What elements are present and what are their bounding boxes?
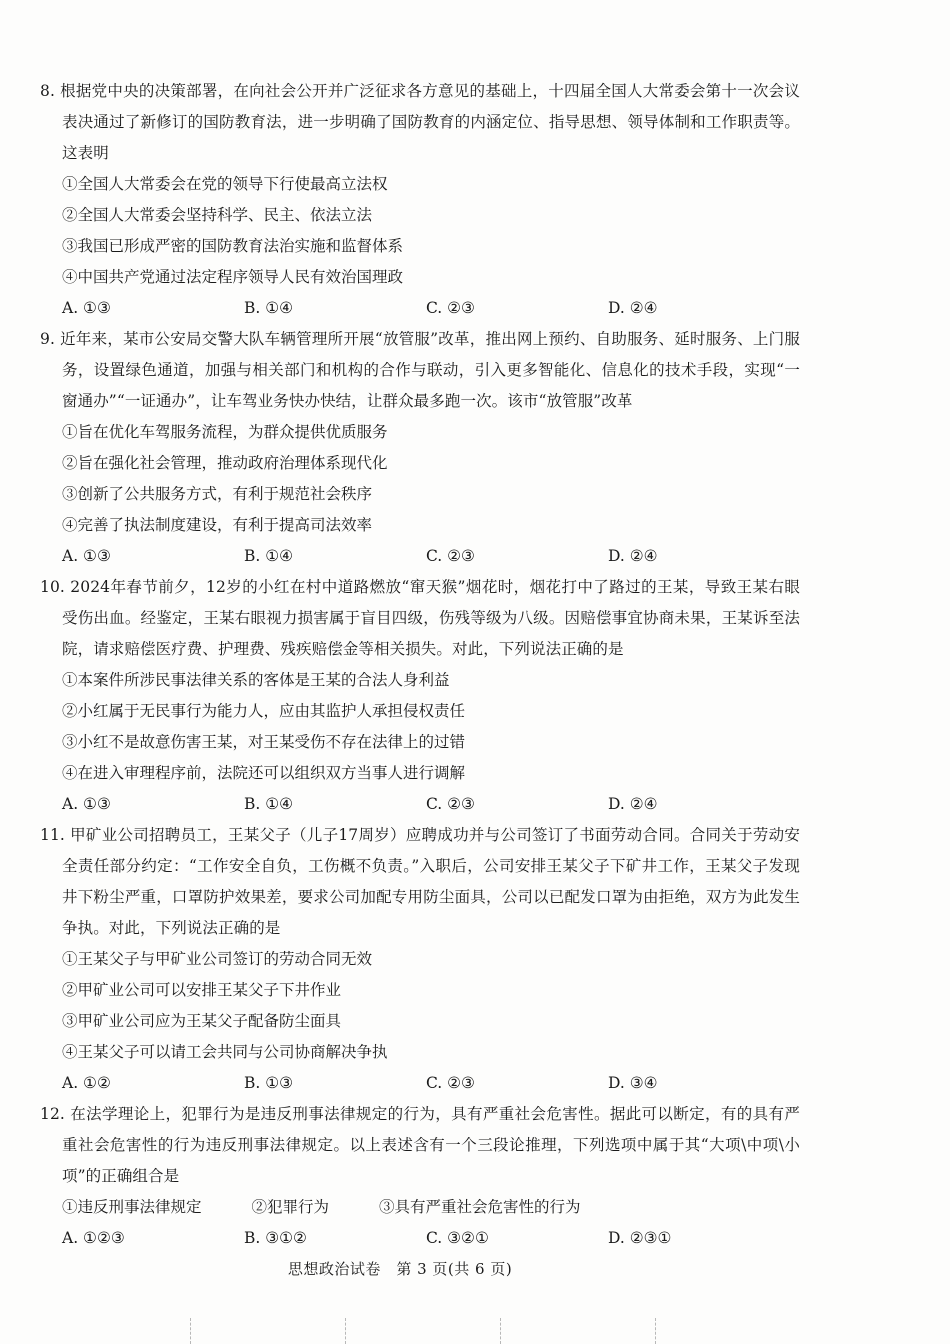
statement-item: ②犯罪行为 [251,1198,330,1216]
cut-line-mark [500,1318,503,1344]
statement-item: ④中国共产党通过法定程序领导人民有效治国理政 [62,268,404,286]
question-list [40,76,800,1254]
statement-item: ①全国人大常委会在党的领导下行使最高立法权 [62,175,388,193]
question-stem: 10. 2024年春节前夕，12岁的小红在村中道路燃放“窜天猴”烟花时，烟花打中了路过的王某，导致王某右眼受伤出血。经鉴定，王某右眼视力损害属于盲目四级，伤残等级为八级。因赔偿事宜协商未果，王某诉至法院，请求赔偿医疗费、护理费、残疾赔偿金等相关损失。对此，下列说法正确的是 [40,578,800,658]
choice-a[interactable]: A. ①②③ [62,1229,125,1247]
answer-choices [40,789,800,820]
choice-a[interactable]: A. ①③ [62,299,111,317]
statement-item: ①旨在优化车驾服务流程，为群众提供优质服务 [62,423,388,441]
statement-item: ④在进入审理程序前，法院还可以组织双方当事人进行调解 [62,764,466,782]
statement-item: ①王某父子与甲矿业公司签订的劳动合同无效 [62,950,373,968]
choice-d[interactable]: D. ②③① [608,1229,672,1247]
statement-item: ②旨在强化社会管理，推动政府治理体系现代化 [62,454,388,472]
question-stem: 11. 甲矿业公司招聘员工，王某父子（儿子17周岁）应聘成功并与公司签订了书面劳动合同。合同关于劳动安全责任部分约定：“工作安全自负，工伤概不负责。”入职后，公司安排王某父子下矿井工作，王某父子发现井下粉尘严重，口罩防护效果差，要求公司加配专用防尘面具，公司以已配发口罩为由拒绝，双方为此发生争执。对此，下列说法正确的是 [40,826,800,937]
choice-c[interactable]: C. ②③ [426,299,475,317]
question-9 [40,324,800,572]
statement-item: ②甲矿业公司可以安排王某父子下井作业 [62,981,342,999]
statement-item: ①违反刑事法律规定 [62,1198,202,1216]
statement-item: ④王某父子可以请工会共同与公司协商解决争执 [62,1043,388,1061]
question-stem: 9. 近年来，某市公安局交警大队车辆管理所开展“放管服”改革，推出网上预约、自助服务、延时服务、上门服务，设置绿色通道，加强与相关部门和机构的合作与联动，引入更多智能化、信息化的技术手段，实现“一窗通办”“一证通办”，让车驾业务快办快结，让群众最多跑一次。该市“放管服”改革 [40,330,800,410]
question-12 [40,1099,800,1254]
question-stem: 12. 在法学理论上，犯罪行为是违反刑事法律规定的行为，具有严重社会危害性。据此可以断定，有的具有严重社会危害性的行为违反刑事法律规定。以上表述含有一个三段论推理，下列选项中属于其“大项\中项\小项”的正确组合是 [40,1105,800,1185]
choice-b[interactable]: B. ③①② [244,1229,307,1247]
question-10 [40,572,800,820]
choice-c[interactable]: C. ③②① [426,1229,489,1247]
choice-a[interactable]: A. ①② [62,1074,111,1092]
answer-choices [40,1068,800,1099]
statement-item: ③甲矿业公司应为王某父子配备防尘面具 [62,1012,342,1030]
choice-a[interactable]: A. ①③ [62,795,111,813]
choice-b[interactable]: B. ①③ [244,1074,294,1092]
choice-c[interactable]: C. ②③ [426,1074,475,1092]
choice-c[interactable]: C. ②③ [426,795,475,813]
cut-line-mark [190,1318,193,1344]
question-8 [40,76,800,324]
statement-item: ③创新了公共服务方式，有利于规范社会秩序 [62,485,373,503]
statement-item: ②全国人大常委会坚持科学、民主、依法立法 [62,206,373,224]
statement-item: ③小红不是故意伤害王某，对王某受伤不存在法律上的过错 [62,733,466,751]
choice-c[interactable]: C. ②③ [426,547,475,565]
statement-item: ③我国已形成严密的国防教育法治实施和监督体系 [62,237,404,255]
choice-d[interactable]: D. ③④ [608,1074,658,1092]
choice-d[interactable]: D. ②④ [608,547,658,565]
choice-b[interactable]: B. ①④ [244,795,294,813]
answer-choices [40,541,800,572]
cut-line-mark [655,1318,658,1344]
cut-line-mark [345,1318,348,1344]
statement-item: ①本案件所涉民事法律关系的客体是王某的合法人身利益 [62,671,450,689]
question-stem: 8. 根据党中央的决策部署，在向社会公开并广泛征求各方意见的基础上，十四届全国人大常委会第十一次会议表决通过了新修订的国防教育法，进一步明确了国防教育的内涵定位、指导思想、领导体制和工作职责等。这表明 [40,82,800,162]
statement-item: ②小红属于无民事行为能力人，应由其监护人承担侵权责任 [62,702,466,720]
choice-d[interactable]: D. ②④ [608,795,658,813]
choice-b[interactable]: B. ①④ [244,547,294,565]
choice-d[interactable]: D. ②④ [608,299,658,317]
inline-statements [40,1192,800,1223]
answer-choices [40,293,800,324]
statement-item: ④完善了执法制度建设，有利于提高司法效率 [62,516,373,534]
statement-item: ③具有严重社会危害性的行为 [379,1198,581,1216]
question-11 [40,820,800,1099]
page-footer: 思想政治试卷 第 3 页(共 6 页) [287,1260,513,1278]
choice-a[interactable]: A. ①③ [62,547,111,565]
choice-b[interactable]: B. ①④ [244,299,294,317]
answer-choices [40,1223,800,1254]
